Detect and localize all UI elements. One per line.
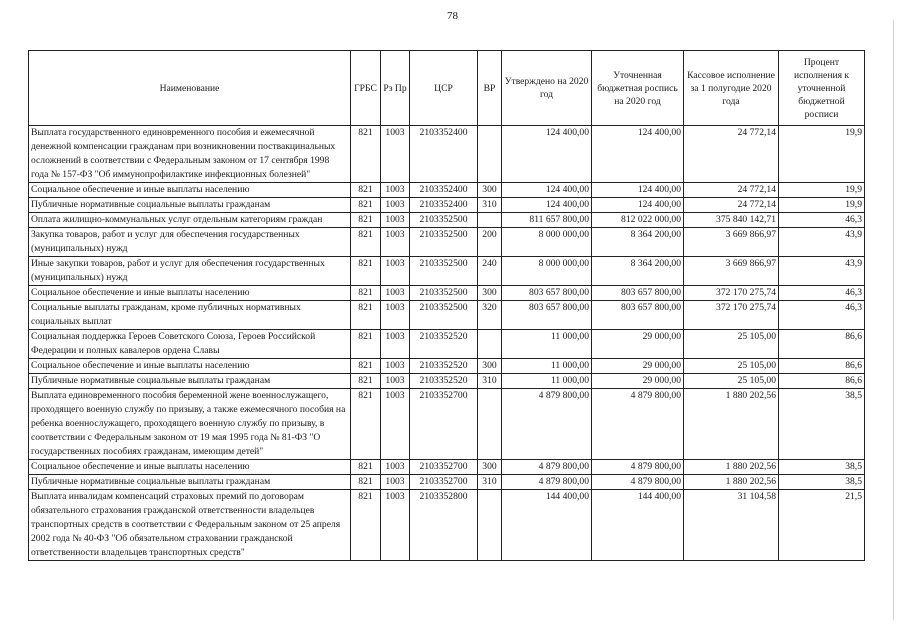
cell-grbs: 821 — [351, 213, 381, 228]
cell-percent: 43,9 — [779, 257, 865, 286]
cell-rzpr: 1003 — [381, 257, 410, 286]
cell-vr — [478, 126, 502, 183]
cell-vr — [478, 490, 502, 561]
cell-executed: 1 880 202,56 — [684, 475, 779, 490]
table-row — [29, 460, 865, 475]
cell-grbs: 821 — [351, 490, 381, 561]
cell-grbs: 821 — [351, 286, 381, 301]
cell-vr: 300 — [478, 359, 502, 374]
cell-percent: 38,5 — [779, 389, 865, 460]
cell-percent: 46,3 — [779, 286, 865, 301]
cell-grbs: 821 — [351, 301, 381, 330]
cell-name: Закупка товаров, работ и услуг для обеспечения государственных (муниципальных) нужд — [29, 228, 351, 257]
cell-approved: 4 879 800,00 — [502, 389, 592, 460]
cell-rzpr: 1003 — [381, 389, 410, 460]
cell-approved: 811 657 800,00 — [502, 213, 592, 228]
cell-name: Выплата инвалидам компенсаций страховых премий по договорам обязательного страхования гражданской ответственности владельцев транспортных средств в соответствии с Федеральным законом от 25 апреля 2002 года № 40-ФЗ "Об обязательном страховании гражданской ответственности владельцев транспортных средств" — [29, 490, 351, 561]
cell-grbs: 821 — [351, 475, 381, 490]
cell-csr: 2103352500 — [410, 257, 478, 286]
cell-rzpr: 1003 — [381, 359, 410, 374]
table-row — [29, 257, 865, 286]
table-row — [29, 490, 865, 561]
cell-name: Оплата жилищно-коммунальных услуг отдельным категориям граждан — [29, 213, 351, 228]
cell-rzpr: 1003 — [381, 490, 410, 561]
cell-name: Публичные нормативные социальные выплаты гражданам — [29, 475, 351, 490]
cell-rzpr: 1003 — [381, 213, 410, 228]
cell-percent: 43,9 — [779, 228, 865, 257]
cell-name: Иные закупки товаров, работ и услуг для обеспечения государственных (муниципальных) нужд — [29, 257, 351, 286]
cell-approved: 8 000 000,00 — [502, 257, 592, 286]
cell-approved: 11 000,00 — [502, 359, 592, 374]
cell-csr: 2103352500 — [410, 228, 478, 257]
cell-approved: 803 657 800,00 — [502, 301, 592, 330]
cell-rzpr: 1003 — [381, 301, 410, 330]
table-row — [29, 126, 865, 183]
cell-grbs: 821 — [351, 126, 381, 183]
cell-executed: 31 104,58 — [684, 490, 779, 561]
cell-refined: 29 000,00 — [592, 374, 684, 389]
table-row — [29, 301, 865, 330]
table-row — [29, 389, 865, 460]
cell-vr: 200 — [478, 228, 502, 257]
cell-grbs: 821 — [351, 389, 381, 460]
cell-approved: 4 879 800,00 — [502, 475, 592, 490]
cell-executed: 24 772,14 — [684, 126, 779, 183]
cell-csr: 2103352800 — [410, 490, 478, 561]
cell-executed: 25 105,00 — [684, 359, 779, 374]
table-body — [29, 126, 865, 561]
cell-refined: 4 879 800,00 — [592, 389, 684, 460]
cell-rzpr: 1003 — [381, 330, 410, 359]
cell-approved: 124 400,00 — [502, 198, 592, 213]
cell-percent: 19,9 — [779, 126, 865, 183]
cell-csr: 2103352520 — [410, 359, 478, 374]
table-row — [29, 213, 865, 228]
cell-vr: 300 — [478, 460, 502, 475]
cell-csr: 2103352520 — [410, 330, 478, 359]
cell-percent: 86,6 — [779, 374, 865, 389]
cell-vr — [478, 330, 502, 359]
table-row — [29, 286, 865, 301]
cell-rzpr: 1003 — [381, 374, 410, 389]
cell-csr: 2103352500 — [410, 213, 478, 228]
cell-csr: 2103352500 — [410, 301, 478, 330]
cell-csr: 2103352700 — [410, 460, 478, 475]
cell-refined: 124 400,00 — [592, 183, 684, 198]
cell-refined: 812 022 000,00 — [592, 213, 684, 228]
cell-refined: 124 400,00 — [592, 198, 684, 213]
column-header-name: Наименование — [29, 51, 351, 126]
cell-rzpr: 1003 — [381, 460, 410, 475]
cell-percent: 38,5 — [779, 475, 865, 490]
cell-vr: 320 — [478, 301, 502, 330]
cell-rzpr: 1003 — [381, 286, 410, 301]
cell-rzpr: 1003 — [381, 126, 410, 183]
column-header-vr: ВР — [478, 51, 502, 126]
cell-vr: 310 — [478, 374, 502, 389]
cell-percent: 38,5 — [779, 460, 865, 475]
cell-executed: 1 880 202,56 — [684, 460, 779, 475]
page-edge-line — [893, 20, 894, 620]
cell-approved: 144 400,00 — [502, 490, 592, 561]
cell-refined: 29 000,00 — [592, 330, 684, 359]
cell-executed: 24 772,14 — [684, 198, 779, 213]
table-row — [29, 228, 865, 257]
cell-approved: 803 657 800,00 — [502, 286, 592, 301]
cell-percent: 86,6 — [779, 359, 865, 374]
cell-approved: 124 400,00 — [502, 183, 592, 198]
cell-name: Социальное обеспечение и иные выплаты населению — [29, 183, 351, 198]
cell-approved: 11 000,00 — [502, 330, 592, 359]
cell-grbs: 821 — [351, 257, 381, 286]
cell-csr: 2103352400 — [410, 183, 478, 198]
cell-name: Выплата единовременного пособия беременной жене военнослужащего, проходящего военную службу по призыву, а также ежемесячного пособия на ребенка военнослужащего, проходящего военную службу по призыву, в соответствии с Федеральным законом от 19 мая 1995 года № 81-ФЗ "О государственных пособиях гражданам, имеющим детей" — [29, 389, 351, 460]
cell-vr: 300 — [478, 183, 502, 198]
cell-percent: 46,3 — [779, 213, 865, 228]
cell-grbs: 821 — [351, 460, 381, 475]
cell-rzpr: 1003 — [381, 198, 410, 213]
budget-table-container — [28, 50, 864, 561]
column-header-csr: ЦСР — [410, 51, 478, 126]
cell-refined: 144 400,00 — [592, 490, 684, 561]
cell-csr: 2103352500 — [410, 286, 478, 301]
cell-vr — [478, 389, 502, 460]
cell-name: Социальное обеспечение и иные выплаты населению — [29, 286, 351, 301]
table-row — [29, 183, 865, 198]
cell-executed: 1 880 202,56 — [684, 389, 779, 460]
cell-percent: 86,6 — [779, 330, 865, 359]
cell-refined: 124 400,00 — [592, 126, 684, 183]
cell-refined: 8 364 200,00 — [592, 257, 684, 286]
cell-vr: 310 — [478, 198, 502, 213]
budget-execution-table — [28, 50, 865, 561]
cell-csr: 2103352400 — [410, 126, 478, 183]
cell-refined: 803 657 800,00 — [592, 301, 684, 330]
cell-grbs: 821 — [351, 374, 381, 389]
column-header-rzpr: Рз Пр — [381, 51, 410, 126]
cell-csr: 2103352520 — [410, 374, 478, 389]
table-row — [29, 475, 865, 490]
cell-percent: 46,3 — [779, 301, 865, 330]
column-header-approved: Утверждено на 2020 год — [502, 51, 592, 126]
cell-executed: 372 170 275,74 — [684, 301, 779, 330]
cell-refined: 4 879 800,00 — [592, 475, 684, 490]
cell-rzpr: 1003 — [381, 475, 410, 490]
table-header-row — [29, 51, 865, 126]
cell-executed: 375 840 142,71 — [684, 213, 779, 228]
cell-grbs: 821 — [351, 198, 381, 213]
cell-name: Публичные нормативные социальные выплаты гражданам — [29, 374, 351, 389]
cell-refined: 803 657 800,00 — [592, 286, 684, 301]
cell-refined: 4 879 800,00 — [592, 460, 684, 475]
cell-vr — [478, 213, 502, 228]
column-header-grbs: ГРБС — [351, 51, 381, 126]
table-row — [29, 330, 865, 359]
cell-executed: 25 105,00 — [684, 330, 779, 359]
cell-executed: 3 669 866,97 — [684, 228, 779, 257]
table-row — [29, 359, 865, 374]
cell-name: Социальная поддержка Героев Советского Союза, Героев Российской Федерации и полных кавалеров ордена Славы — [29, 330, 351, 359]
cell-approved: 124 400,00 — [502, 126, 592, 183]
cell-csr: 2103352400 — [410, 198, 478, 213]
column-header-percent: Процент исполнения к уточненной бюджетной росписи — [779, 51, 865, 126]
cell-approved: 8 000 000,00 — [502, 228, 592, 257]
cell-rzpr: 1003 — [381, 183, 410, 198]
cell-rzpr: 1003 — [381, 228, 410, 257]
cell-csr: 2103352700 — [410, 475, 478, 490]
cell-name: Социальные выплаты гражданам, кроме публичных нормативных социальных выплат — [29, 301, 351, 330]
cell-executed: 3 669 866,97 — [684, 257, 779, 286]
cell-grbs: 821 — [351, 359, 381, 374]
cell-executed: 24 772,14 — [684, 183, 779, 198]
cell-percent: 21,5 — [779, 490, 865, 561]
cell-name: Публичные нормативные социальные выплаты гражданам — [29, 198, 351, 213]
cell-vr: 300 — [478, 286, 502, 301]
cell-executed: 25 105,00 — [684, 374, 779, 389]
column-header-executed: Кассовое исполнение за 1 полугодие 2020 года — [684, 51, 779, 126]
cell-refined: 29 000,00 — [592, 359, 684, 374]
cell-grbs: 821 — [351, 183, 381, 198]
cell-grbs: 821 — [351, 228, 381, 257]
table-row — [29, 198, 865, 213]
cell-csr: 2103352700 — [410, 389, 478, 460]
cell-name: Социальное обеспечение и иные выплаты населению — [29, 359, 351, 374]
cell-name: Социальное обеспечение и иные выплаты населению — [29, 460, 351, 475]
cell-approved: 11 000,00 — [502, 374, 592, 389]
cell-percent: 19,9 — [779, 198, 865, 213]
page-number: 78 — [447, 10, 458, 22]
cell-vr: 240 — [478, 257, 502, 286]
table-row — [29, 374, 865, 389]
cell-approved: 4 879 800,00 — [502, 460, 592, 475]
cell-refined: 8 364 200,00 — [592, 228, 684, 257]
cell-vr: 310 — [478, 475, 502, 490]
cell-percent: 19,9 — [779, 183, 865, 198]
cell-grbs: 821 — [351, 330, 381, 359]
column-header-refined: Уточненная бюджетная роспись на 2020 год — [592, 51, 684, 126]
cell-executed: 372 170 275,74 — [684, 286, 779, 301]
cell-name: Выплата государственного единовременного пособия и ежемесячной денежной компенсации гражданам при возникновении поствакцинальных осложнений в соответствии с Федеральным законом от 17 сентября 1998 года № 157-ФЗ "Об иммунопрофилактике инфекционных болезней" — [29, 126, 351, 183]
